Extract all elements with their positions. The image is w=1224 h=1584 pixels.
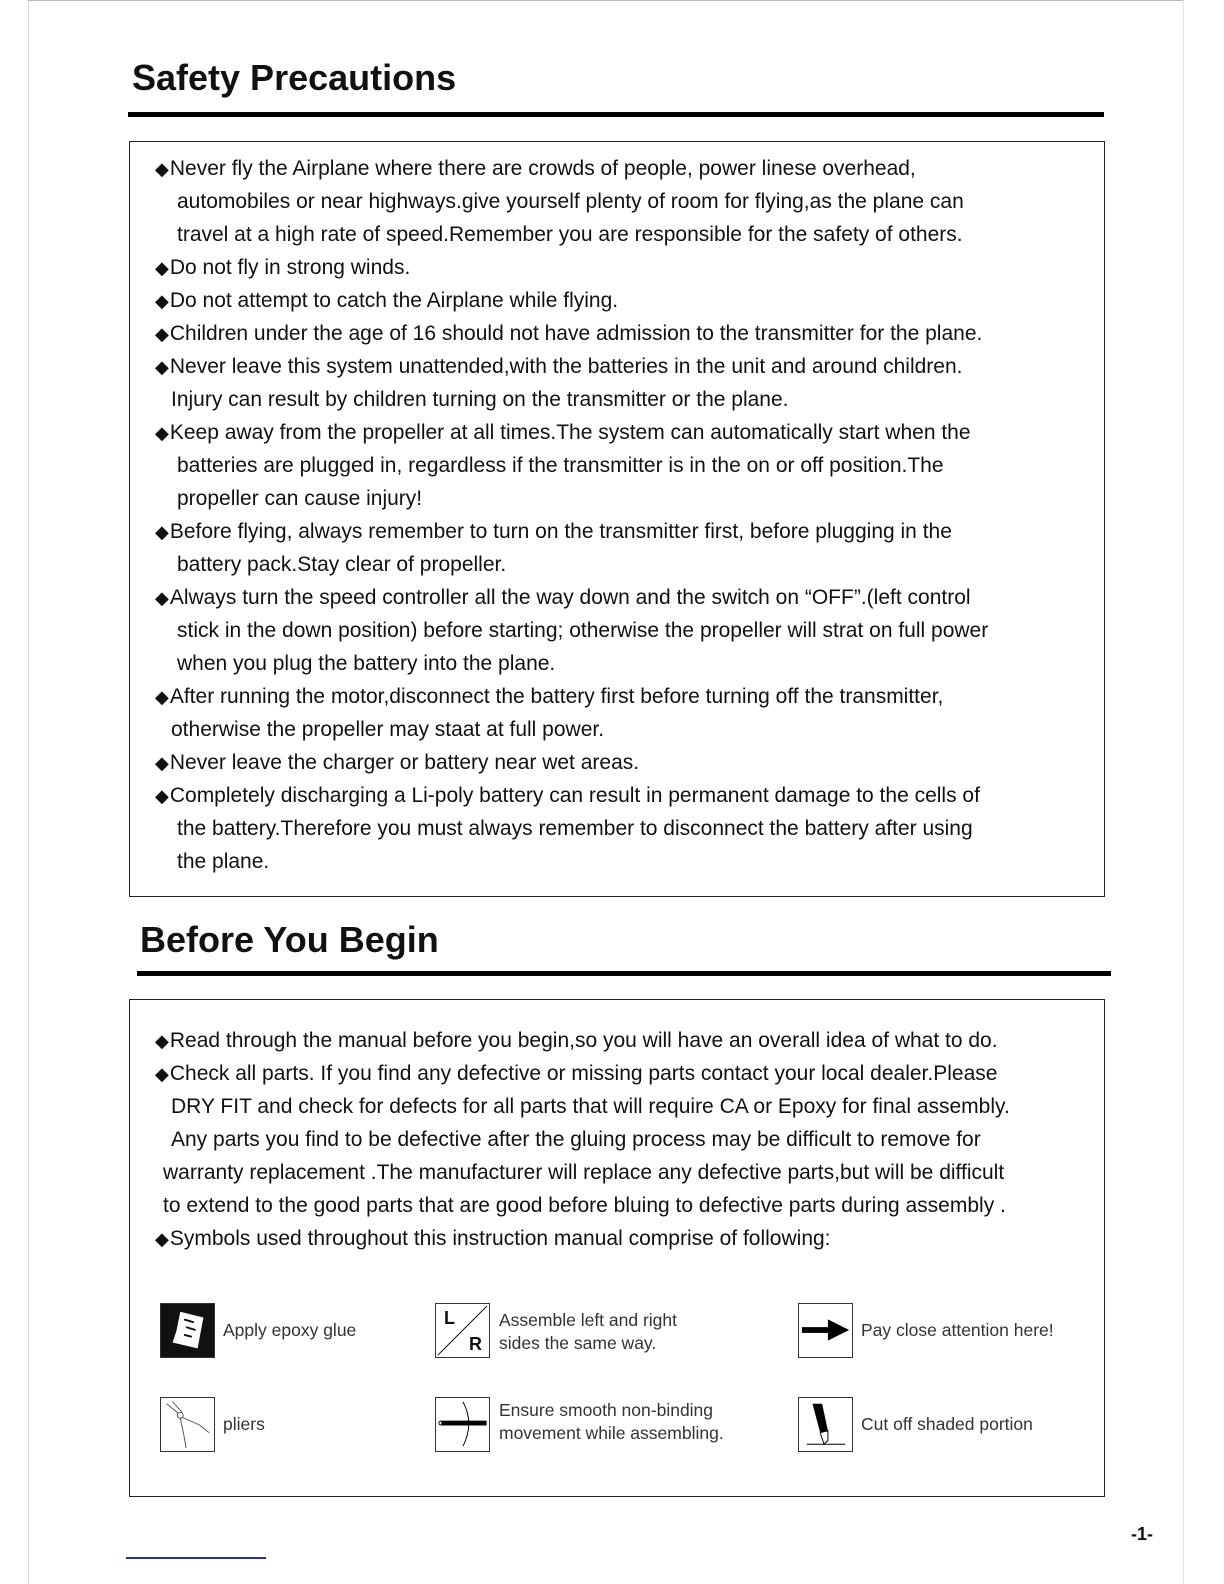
bullet-text: After running the motor,disconnect the battery first before turning off the transmitter, [169,685,944,708]
bullet-item-continuation [177,548,506,581]
page-edge [1183,0,1184,1584]
bullet-text: Children under the age of 16 should not have admission to the transmitter for the plane. [169,322,983,345]
bullet-item [155,680,943,714]
diamond-bullet-icon: ◆ [155,786,169,806]
bullet-text: Any parts you find to be defective after the gluing process may be difficult to remove for [171,1128,981,1151]
diamond-bullet-icon: ◆ [155,258,169,278]
section-title-begin: Before You Begin [140,919,439,960]
bullet-text: battery pack.Stay clear of propeller. [177,553,507,576]
bullet-item-continuation [177,449,944,482]
bullet-text: stick in the down position) before starting; otherwise the propeller will strat on full power [177,619,989,642]
diamond-bullet-icon: ◆ [155,159,169,179]
bullet-item [155,1222,831,1256]
diamond-bullet-icon: ◆ [155,588,169,608]
bullet-item-continuation [163,1189,1006,1222]
symbol-label: movement while assembling. [499,1423,724,1443]
pliers-icon [160,1397,215,1452]
bullet-text: automobiles or near highways.give yourself plenty of room for flying,as the plane can [177,190,964,213]
cut-shaded-icon [798,1397,853,1452]
bullet-text: Never leave the charger or battery near wet areas. [169,751,640,774]
symbol-label: Apply epoxy glue [223,1320,357,1340]
bullet-item-continuation [177,647,555,680]
bullet-text: Do not fly in strong winds. [169,256,411,279]
symbol-label: Pay close attention here! [861,1320,1054,1340]
bullet-item [155,251,410,285]
bullet-text: Never fly the Airplane where there are crowds of people, power linese overhead, [169,157,916,180]
bullet-item-continuation [171,713,604,746]
bullet-item [155,416,971,450]
bullet-text: Always turn the speed controller all the way down and the switch on “OFF”.(left control [169,586,971,609]
bullet-text: the plane. [177,850,270,873]
page-edge [28,0,29,1584]
page-number: -1- [1131,1524,1153,1544]
symbol-label: pliers [223,1414,265,1434]
diamond-bullet-icon: ◆ [155,1064,169,1084]
bullet-item-continuation [171,1090,1010,1123]
bullet-item-continuation [171,383,789,416]
bullet-text: Keep away from the propeller at all times.The system can automatically start when the [169,421,971,444]
smooth-movement-icon [435,1397,490,1452]
bullet-text: Symbols used throughout this instruction manual comprise of following: [169,1227,831,1250]
diamond-bullet-icon: ◆ [155,753,169,773]
bullet-item [155,350,962,384]
bullet-item [155,779,980,813]
symbol-label: Cut off shaded portion [861,1414,1033,1434]
bullet-text: Completely discharging a Li-poly battery can result in permanent damage to the cells of [169,784,980,807]
bullet-item-continuation [177,614,988,647]
bullet-item [155,1057,997,1091]
diamond-bullet-icon: ◆ [155,423,169,443]
bullet-item [155,515,952,549]
diamond-bullet-icon: ◆ [155,522,169,542]
bullet-text: DRY FIT and check for defects for all parts that will require CA or Epoxy for final assembly. [171,1095,1010,1118]
diamond-bullet-icon: ◆ [155,357,169,377]
diamond-bullet-icon: ◆ [155,291,169,311]
diamond-bullet-icon: ◆ [155,1031,169,1051]
bullet-item [155,152,916,186]
bullet-item [155,284,618,318]
arrow-right-icon [798,1303,853,1358]
bullet-text: propeller can cause injury! [177,487,423,510]
bullet-text: Never leave this system unattended,with the batteries in the unit and around children. [169,355,963,378]
bullet-item [155,317,982,351]
symbol-label: Ensure smooth non-binding [499,1400,714,1420]
bullet-item-continuation [177,812,973,845]
diamond-bullet-icon: ◆ [155,1229,169,1249]
bullet-text: batteries are plugged in, regardless if the transmitter is in the on or off position.The [177,454,944,477]
bullet-text: the battery.Therefore you must always remember to disconnect the battery after using [177,817,973,840]
bullet-text: when you plug the battery into the plane. [177,652,556,675]
right-letter: R [469,1334,482,1354]
bullet-text: Injury can result by children turning on the transmitter or the plane. [171,388,789,411]
symbol-label: Assemble left and right [499,1310,678,1330]
bullet-item [155,581,971,615]
epoxy-glue-icon [160,1303,215,1358]
bullet-item-continuation [177,482,422,515]
bullet-item [155,1024,998,1058]
bullet-text: Read through the manual before you begin,so you will have an overall idea of what to do. [169,1029,998,1052]
left-letter: L [444,1308,455,1328]
bullet-item-continuation [177,218,963,251]
title-rule [128,112,1104,117]
bullet-item-continuation [171,1123,981,1156]
bullet-item [155,746,639,780]
symbol-label: sides the same way. [499,1333,657,1353]
title-rule [137,971,1111,976]
bullet-text: to extend to the good parts that are good before bluing to defective parts during assembly . [163,1194,1006,1217]
bullet-text: Check all parts. If you find any defective or missing parts contact your local dealer.Please [169,1062,998,1085]
bullet-text: Do not attempt to catch the Airplane while flying. [169,289,619,312]
bullet-text: Before flying, always remember to turn on the transmitter first, before plugging in the [169,520,952,543]
bullet-text: travel at a high rate of speed.Remember you are responsible for the safety of others. [177,223,963,246]
bullet-item-continuation [163,1156,1004,1189]
bullet-item-continuation [177,185,964,218]
bullet-item-continuation [177,845,269,878]
bullet-text: warranty replacement .The manufacturer will replace any defective parts,but will be difficult [163,1161,1005,1184]
left-right-icon [435,1303,490,1358]
diamond-bullet-icon: ◆ [155,687,169,707]
page-edge [28,0,1183,1]
section-title-safety: Safety Precautions [132,57,457,98]
bullet-text: otherwise the propeller may staat at full power. [171,718,605,741]
diamond-bullet-icon: ◆ [155,324,169,344]
footer-link-line [126,1557,266,1559]
